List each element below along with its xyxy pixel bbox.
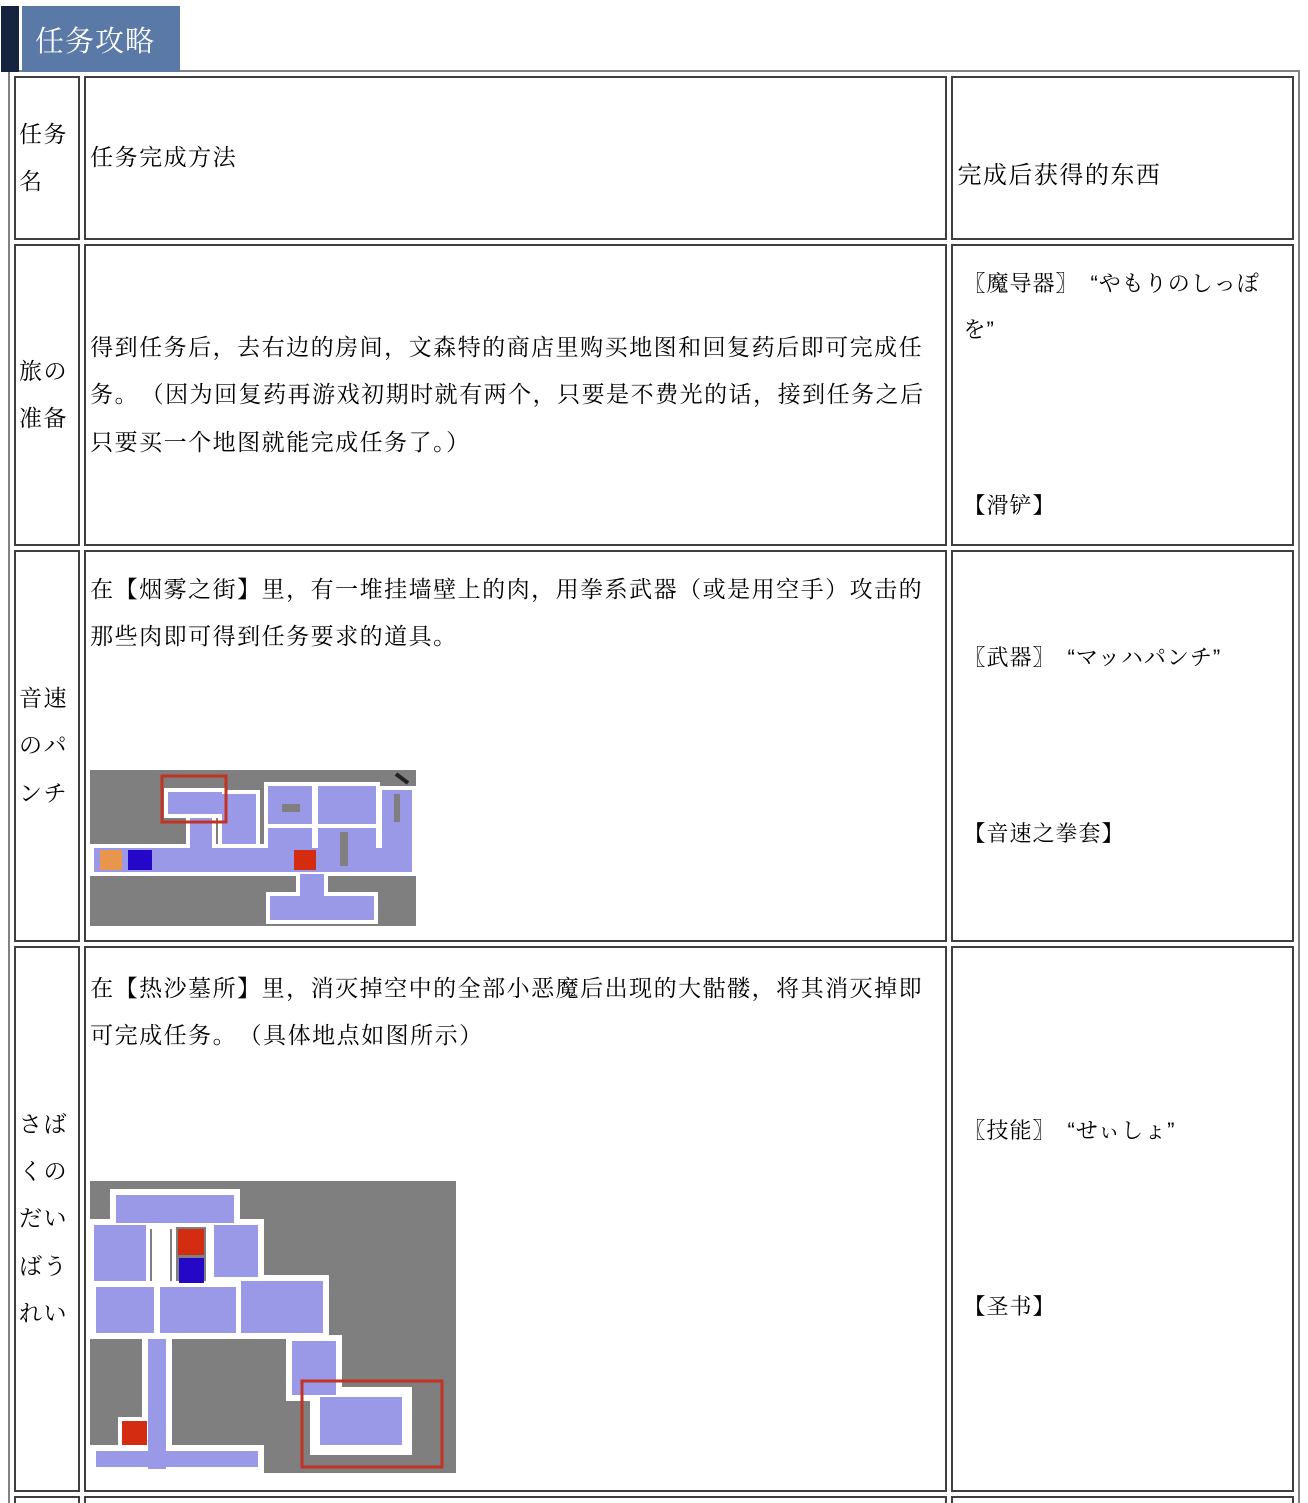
quest-row-desert-poltergeist [14,946,1294,1492]
reward-item: 〖武器〗 “マッハパンチ” [963,644,1222,670]
quest-reward-cell [951,244,1294,546]
quest-reward-cell [951,550,1294,942]
map-marker-blue-icon [179,1258,204,1283]
map-marker-orange-icon [100,850,122,870]
reward-item: 〖魔导器〗 “やもりのしっぽを” [963,270,1260,342]
quest-method-text: 在【热沙墓所】里，消灭掉空中的全部小恶魔后出现的大骷髅，将其消灭掉即可完成任务。 （具体地点如图所示） [90,974,924,1048]
header-quest-name: 任务名 [14,76,80,240]
quest-method-cell [84,244,947,546]
quest-method-cell [84,550,947,942]
quest-name [14,1496,80,1503]
quest-method-cell [84,1496,947,1503]
reward-item: 【圣书】 [963,1294,1056,1319]
quest-row-sonic-punch [14,550,1294,942]
header-quest-method [84,76,947,240]
quest-table [8,70,1300,1503]
quest-name: さばくのだいばうれい [14,946,80,1492]
page-title-bar [1,6,180,72]
map-smoke-street [90,770,416,926]
table-header-row [14,76,1294,240]
reward-item: 〖技能〗 “せぃしょ” [963,1117,1176,1143]
quest-name: 音速のパンチ [14,550,80,942]
map-marker-blue-icon [128,850,152,870]
header-quest-method-label: 任务完成方法 [90,144,238,171]
map-marker-red-icon [122,1421,147,1445]
quest-name: 旅の准备 [14,244,80,546]
table-row-partial [14,1496,1294,1503]
quest-reward-cell [951,946,1294,1492]
quest-reward-cell [951,1496,1294,1503]
reward-item: 【滑铲】 [963,493,1056,519]
map-marker-red-icon [294,850,316,870]
quest-method-text: 在【烟雾之街】里，有一堆挂墙壁上的肉，用拳系武器（或是用空手）攻击的那些肉即可得到任务要求的道具。 [90,575,924,649]
quest-method-text: 得到任务后，去右边的房间，文森特的商店里购买地图和回复药后即可完成任务。 （因为回复药再游戏初期时就有两个，只要是不费光的话，接到任务之后只要买一个地图就能完成任务了。） [90,334,925,455]
quest-method-cell [84,946,947,1492]
map-desert-tomb [90,1181,456,1473]
header-quest-reward: 完成后获得的东西 [951,76,1294,240]
quest-row-trip-preparation [14,244,1294,546]
map-marker-red-icon [178,1229,204,1255]
reward-item: 【音速之拳套】 [963,821,1125,846]
page-title: 任务攻略 [22,6,180,72]
title-accent-block [1,6,19,72]
